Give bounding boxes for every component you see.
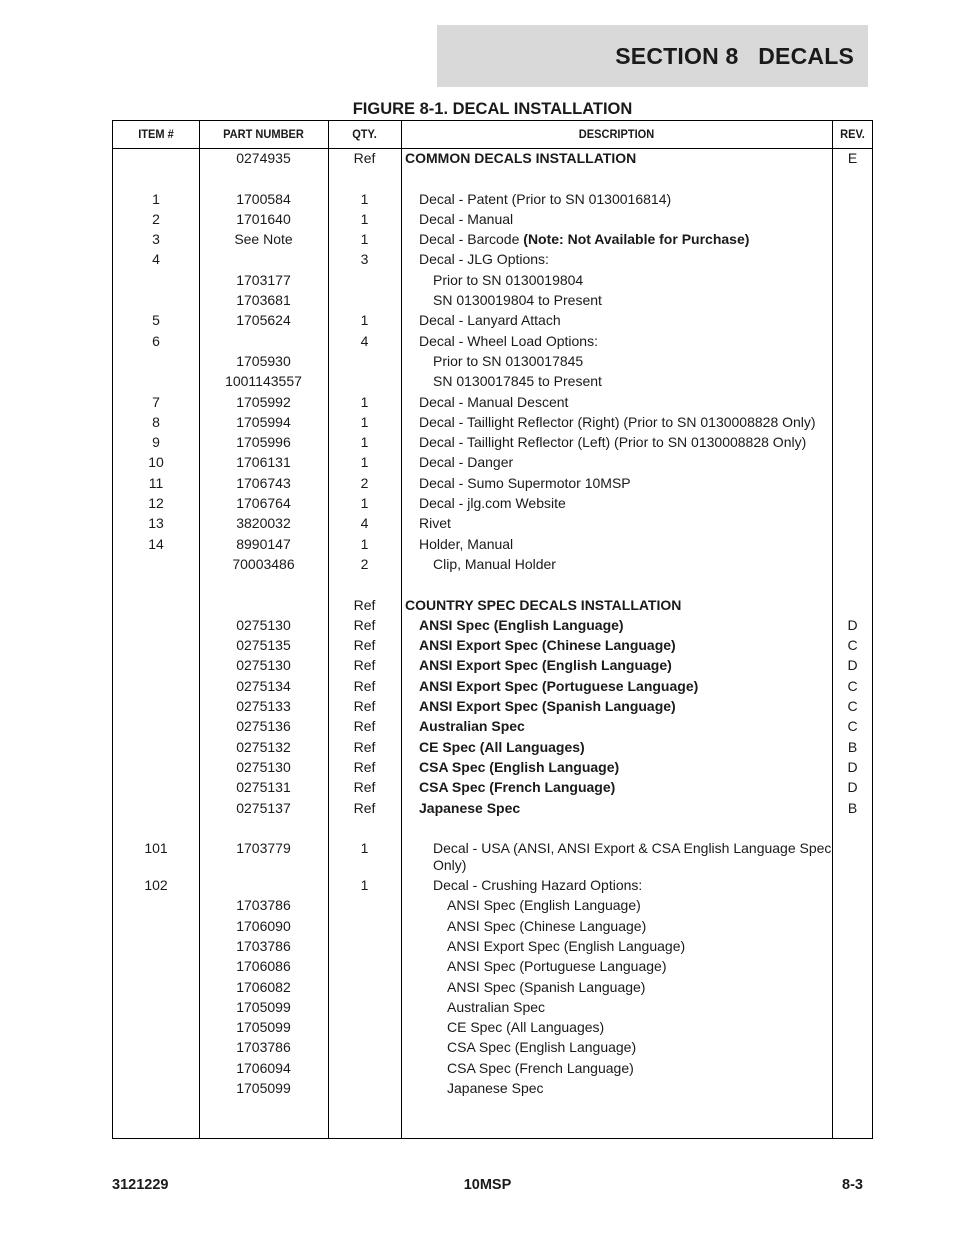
footer-model: 10MSP (463, 1177, 512, 1193)
part-number-cell: 1705994 (236, 413, 291, 430)
table-row (113, 798, 872, 818)
description-text: CSA Spec (English Language) (419, 758, 620, 775)
description-text: Prior to SN 0130019804 (433, 271, 584, 288)
part-number-cell: 1703786 (236, 897, 291, 914)
table-row (113, 875, 872, 895)
description-cell (401, 676, 850, 695)
quantity-cell: Ref (353, 637, 376, 654)
table-row (113, 412, 872, 432)
description-text: Decal - Taillight Reflector (Right) (Prior to SN 0130008828 Only) (419, 413, 816, 430)
table-row (113, 676, 872, 696)
table-row (113, 757, 872, 777)
part-number-cell: 1706082 (236, 978, 291, 995)
table-row (113, 916, 872, 936)
figure-title: FIGURE 8-1. DECAL INSTALLATION (352, 100, 633, 118)
table-row (113, 432, 872, 452)
quantity-cell: Ref (353, 150, 376, 166)
description-cell (401, 875, 864, 894)
table-row (113, 270, 872, 290)
description-cell (401, 229, 850, 248)
revision-cell: B (847, 799, 858, 816)
revision-cell: D (847, 616, 858, 633)
description-text: Clip, Manual Holder (433, 555, 556, 572)
description-cell (401, 716, 850, 735)
part-number-cell: 1703786 (236, 1039, 291, 1056)
description-cell (401, 777, 850, 796)
quantity-cell: Ref (353, 758, 376, 775)
description-cell (401, 936, 878, 955)
footer-manual-number: 3121229 (112, 1177, 169, 1193)
part-number-cell: 1706090 (236, 917, 291, 934)
item-number-cell: 5 (152, 312, 160, 329)
quantity-cell: 2 (360, 474, 369, 491)
description-text: ANSI Spec (Chinese Language) (447, 917, 647, 934)
item-number-cell: 12 (148, 495, 164, 512)
table-row (113, 655, 872, 675)
part-number-cell: 1705624 (236, 312, 291, 329)
part-number-cell: 0275132 (236, 738, 291, 755)
description-text: Decal - Danger (419, 454, 514, 471)
description-cell (401, 997, 878, 1016)
description-text: Decal - Wheel Load Options: (419, 332, 598, 349)
table-row (113, 635, 872, 655)
table-row (113, 209, 872, 229)
quantity-cell: 1 (360, 210, 369, 227)
part-number-cell: 1700584 (236, 190, 291, 207)
description-text: Japanese Spec (419, 799, 521, 816)
part-number-cell: 1705996 (236, 434, 291, 451)
table-row (113, 838, 872, 875)
part-number-cell: 0275131 (236, 779, 291, 796)
description-text: ANSI Export Spec (English Language) (419, 657, 672, 674)
column-header-description: DESCRIPTION (578, 127, 655, 141)
description-text: CE Spec (All Languages) (447, 1019, 605, 1036)
description-cell (401, 696, 850, 715)
description-text: Decal - Manual Descent (419, 393, 569, 410)
part-number-cell: 0275134 (236, 677, 291, 694)
description-cell (401, 351, 864, 370)
item-number-cell: 13 (148, 515, 164, 532)
description-text: Decal - JLG Options: (419, 251, 549, 268)
description-cell (401, 1078, 878, 1097)
part-number-cell: 1705992 (236, 393, 291, 410)
quantity-cell: Ref (353, 779, 376, 796)
table-row (113, 554, 872, 574)
revision-cell: C (847, 637, 858, 654)
part-number-cell: 1705930 (236, 352, 291, 369)
quantity-cell: 2 (360, 555, 369, 572)
part-number-cell: 1701640 (236, 210, 291, 227)
part-number-cell: 3820032 (236, 515, 291, 532)
quantity-cell: 1 (360, 190, 369, 207)
description-cell (401, 595, 836, 614)
quantity-cell: Ref (353, 616, 376, 633)
part-number-cell: 0275130 (236, 758, 291, 775)
description-text: CE Spec (All Languages) (419, 738, 585, 755)
description-cell (401, 977, 878, 996)
table-row (113, 595, 872, 615)
part-number-cell: 1706764 (236, 495, 291, 512)
table-row (113, 229, 872, 249)
quantity-cell: Ref (353, 799, 376, 816)
quantity-cell: 1 (360, 312, 369, 329)
table-row (113, 1058, 872, 1078)
part-number-cell: 1706131 (236, 454, 291, 471)
table-row (113, 148, 872, 168)
part-number-cell: 1703786 (236, 937, 291, 954)
item-number-cell: 8 (152, 413, 160, 430)
description-cell (401, 1058, 878, 1077)
revision-cell: C (847, 718, 858, 735)
description-cell (401, 757, 850, 776)
quantity-cell: 1 (360, 495, 369, 512)
page-footer (112, 1177, 863, 1195)
item-number-cell: 101 (144, 840, 168, 857)
quantity-cell: 1 (360, 840, 369, 857)
revision-cell: E (847, 150, 858, 166)
description-text: ANSI Spec (English Language) (447, 897, 641, 914)
description-text: Decal - Lanyard Attach (419, 312, 561, 329)
description-cell (401, 554, 864, 573)
part-number-cell: 1706743 (236, 474, 291, 491)
item-number-cell: 2 (152, 210, 160, 227)
quantity-cell: Ref (353, 657, 376, 674)
table-row (113, 534, 872, 554)
spacer-row (113, 168, 872, 188)
item-number-cell: 4 (152, 251, 160, 268)
quantity-cell: Ref (353, 698, 376, 715)
table-row (113, 392, 872, 412)
table-body (113, 148, 872, 1098)
revision-cell: C (847, 698, 858, 715)
description-cell (401, 635, 850, 654)
quantity-cell: Ref (353, 596, 376, 613)
table-row (113, 1078, 872, 1098)
part-number-cell: 0275137 (236, 799, 291, 816)
section-banner (437, 25, 868, 87)
item-number-cell: 7 (152, 393, 160, 410)
item-number-cell: 1 (152, 190, 160, 207)
part-number-cell: 0275133 (236, 698, 291, 715)
description-cell (401, 249, 850, 268)
description-text: ANSI Export Spec (Portuguese Language) (419, 677, 699, 694)
item-number-cell: 14 (148, 535, 164, 552)
description-text: CSA Spec (English Language) (447, 1039, 637, 1056)
item-number-cell: 3 (152, 231, 160, 248)
description-cell (401, 534, 850, 553)
description-text: ANSI Spec (Spanish Language) (447, 978, 646, 995)
table-row (113, 189, 872, 209)
table-row (113, 716, 872, 736)
revision-cell: B (847, 738, 858, 755)
part-number-cell: 1703177 (236, 271, 291, 288)
description-cell (401, 615, 850, 634)
quantity-cell: Ref (353, 738, 376, 755)
revision-cell: D (847, 657, 858, 674)
part-number-cell: 70003486 (232, 555, 295, 572)
table-row (113, 737, 872, 757)
revision-cell: D (847, 758, 858, 775)
revision-cell: C (847, 677, 858, 694)
quantity-cell: 1 (360, 434, 369, 451)
description-cell (401, 956, 878, 975)
table-row (113, 777, 872, 797)
description-text: SN 0130017845 to Present (433, 373, 602, 390)
description-cell (401, 493, 850, 512)
table-row (113, 493, 872, 513)
revision-cell: D (847, 779, 858, 796)
table-row (113, 452, 872, 472)
part-number-cell: See Note (234, 231, 293, 248)
quantity-cell: 1 (360, 877, 369, 894)
part-number-cell: 1705099 (236, 1019, 291, 1036)
table-row (113, 696, 872, 716)
item-number-cell: 6 (152, 332, 160, 349)
spacer-row (113, 574, 872, 594)
item-number-cell: 10 (148, 454, 164, 471)
description-cell (401, 392, 850, 411)
quantity-cell: Ref (353, 677, 376, 694)
quantity-cell: 1 (360, 393, 369, 410)
part-number-cell: 8990147 (236, 535, 291, 552)
description-text: CSA Spec (French Language) (447, 1059, 634, 1076)
spacer-row (113, 818, 872, 838)
column-header-qty: QTY. (352, 127, 377, 141)
description-cell (401, 270, 864, 289)
table-row (113, 936, 872, 956)
column-header-part-number: PART NUMBER (223, 127, 304, 141)
section-title: SECTION 8 DECALS (615, 42, 854, 69)
part-number-cell: 1001143557 (225, 373, 302, 390)
part-number-cell: 1706086 (236, 958, 291, 975)
description-text: Rivet (419, 515, 451, 532)
description-cell (401, 189, 850, 208)
quantity-cell: 1 (360, 231, 369, 248)
part-number-cell: 0275130 (236, 616, 291, 633)
quantity-cell: Ref (353, 718, 376, 735)
table-row (113, 513, 872, 533)
description-cell (401, 798, 850, 817)
description-text: Decal - jlg.com Website (419, 495, 566, 512)
part-number-cell: 0275130 (236, 657, 291, 674)
description-text: Decal - Patent (Prior to SN 0130016814) (419, 190, 672, 207)
description-text: COUNTRY SPEC DECALS INSTALLATION (405, 596, 682, 613)
part-number-cell: 1705099 (236, 1080, 291, 1097)
description-text: Decal - Barcode (419, 231, 524, 248)
table-row (113, 249, 872, 269)
column-header-rev: REV. (840, 127, 865, 141)
description-text: Japanese Spec (447, 1080, 544, 1097)
item-number-cell: 102 (144, 877, 168, 894)
description-cell (401, 1017, 878, 1036)
description-text: ANSI Spec (English Language) (419, 616, 624, 633)
part-number-cell: 0274935 (236, 150, 291, 166)
description-text: ANSI Spec (Portuguese Language) (447, 958, 667, 975)
description-cell (401, 895, 878, 914)
parts-table (112, 120, 873, 1139)
description-cell (401, 513, 850, 532)
part-number-cell: 1706094 (236, 1059, 291, 1076)
description-text: ANSI Export Spec (Chinese Language) (419, 637, 676, 654)
description-cell (401, 1037, 878, 1056)
quantity-cell: 4 (360, 332, 369, 349)
table-row (113, 290, 872, 310)
description-cell (401, 473, 850, 492)
quantity-cell: 1 (360, 454, 369, 471)
quantity-cell: 1 (360, 413, 369, 430)
description-text: Decal - Manual (419, 210, 514, 227)
table-row (113, 310, 872, 330)
footer-page-number: 8-3 (842, 1177, 863, 1193)
description-text: Prior to SN 0130017845 (433, 352, 584, 369)
description-cell (401, 432, 850, 451)
description-note: (Note: Not Available for Purchase) (523, 231, 750, 248)
description-cell (401, 412, 850, 431)
table-row (113, 956, 872, 976)
description-text: ANSI Export Spec (Spanish Language) (419, 698, 676, 715)
description-text: ANSI Export Spec (English Language) (447, 937, 686, 954)
table-row (113, 895, 872, 915)
quantity-cell: 1 (360, 535, 369, 552)
description-cell (401, 737, 850, 756)
description-cell (401, 655, 850, 674)
description-text: Decal - USA (ANSI, ANSI Export & CSA English Language Spec Only) (433, 840, 836, 874)
description-cell (401, 331, 850, 350)
table-row (113, 615, 872, 635)
description-text: Decal - Sumo Supermotor 10MSP (419, 474, 631, 491)
description-cell (401, 916, 878, 935)
item-number-cell: 9 (152, 434, 160, 451)
description-text: Decal - Taillight Reflector (Left) (Prior to SN 0130008828 Only) (419, 434, 807, 451)
description-cell (401, 148, 836, 167)
table-row (113, 473, 872, 493)
description-text: CSA Spec (French Language) (419, 779, 616, 796)
part-number-cell: 0275135 (236, 637, 291, 654)
description-text: Australian Spec (419, 718, 525, 735)
description-text: Australian Spec (447, 998, 546, 1015)
quantity-cell: 3 (360, 251, 369, 268)
part-number-cell: 0275136 (236, 718, 291, 735)
part-number-cell: 1705099 (236, 998, 291, 1015)
description-text: COMMON DECALS INSTALLATION (405, 150, 637, 166)
item-number-cell: 11 (148, 474, 164, 491)
table-row (113, 371, 872, 391)
table-row (113, 351, 872, 371)
description-cell (401, 290, 864, 309)
table-row (113, 1037, 872, 1057)
table-row (113, 331, 872, 351)
description-text: Holder, Manual (419, 535, 514, 552)
part-number-cell: 1703779 (236, 840, 291, 857)
description-cell (401, 838, 864, 874)
description-cell (401, 310, 850, 329)
description-cell (401, 209, 850, 228)
column-header-item: ITEM # (138, 127, 174, 141)
description-text: Decal - Crushing Hazard Options: (433, 877, 643, 894)
table-row (113, 997, 872, 1017)
description-cell (401, 371, 864, 390)
description-text: SN 0130019804 to Present (433, 292, 602, 309)
table-row (113, 1017, 872, 1037)
quantity-cell: 4 (360, 515, 369, 532)
description-cell (401, 452, 850, 471)
part-number-cell: 1703681 (236, 292, 291, 309)
table-row (113, 977, 872, 997)
